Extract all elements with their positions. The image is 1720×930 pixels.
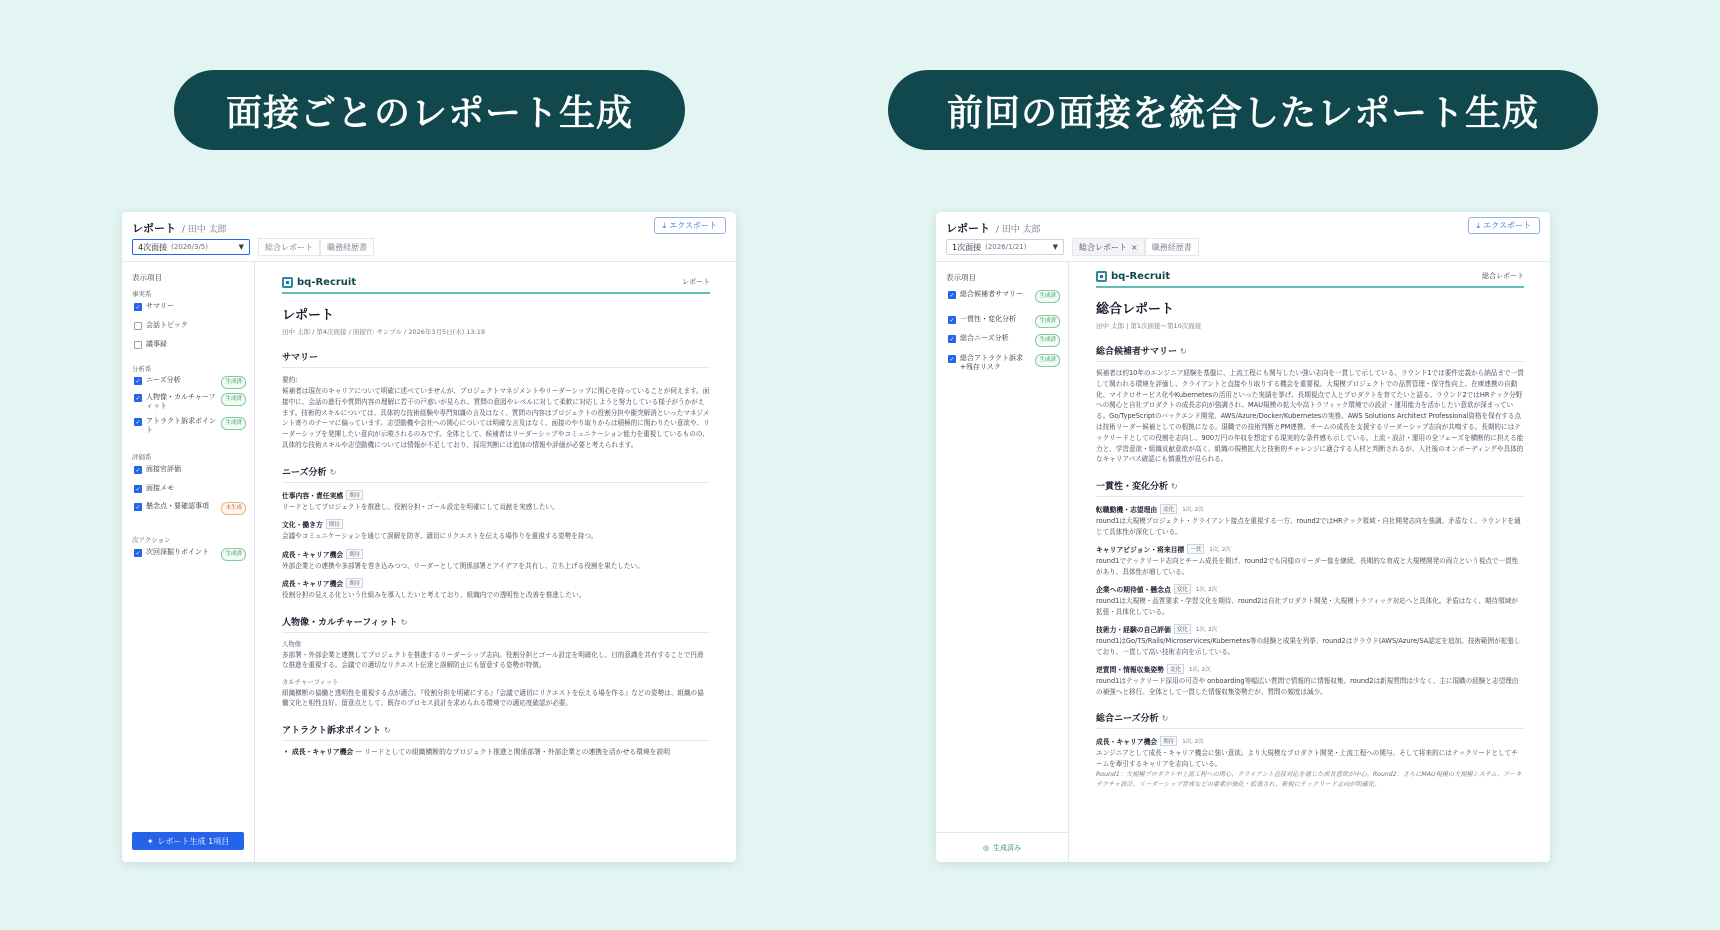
checkbox-label: 総合ニーズ分析 <box>960 334 1009 342</box>
consistency-item <box>1096 624 1524 634</box>
window-header <box>122 212 736 262</box>
checkbox-label: 総合アトラクト訴求+残存リスク <box>960 354 1023 371</box>
consistency-item <box>1096 544 1524 554</box>
checkbox-checked-icon[interactable]: ✓ <box>135 503 141 511</box>
needs-tag: 期待 <box>346 490 363 500</box>
section-heading: サマリー <box>282 353 319 363</box>
checkbox-checked-icon[interactable]: ✓ <box>135 485 141 493</box>
doc-type-label: レポート <box>682 278 710 286</box>
needs-item <box>282 549 710 559</box>
status-badge: 生成済 <box>221 548 246 561</box>
section-heading: 一貫性・変化分析 <box>1096 482 1169 493</box>
sidebar-heading: 表示項目 <box>132 273 162 282</box>
checkbox-checked-icon[interactable]: ✓ <box>135 549 141 557</box>
summary-label: 要約: <box>282 376 298 384</box>
checkbox-checked-icon[interactable]: ✓ <box>135 466 141 474</box>
section-attract <box>282 723 710 741</box>
interview-select-value: 1次面接 <box>952 242 982 252</box>
page-title <box>132 220 227 236</box>
persona-text: 多部署・外部企業と連携してプロジェクトを推進するリーダーシップ志向。役割分担とゴール設定を明確化し、目的意識を共有することで円滑な推進を重視する。会議での適切なリクエスト伝達と誤解防止にも留意する姿勢が特徴。 <box>282 650 704 670</box>
generated-status <box>936 832 1068 862</box>
fit-label: カルチャーフィット <box>282 677 339 686</box>
checkbox-interview-memo[interactable] <box>134 484 246 493</box>
checkbox-checked-icon[interactable]: ✓ <box>135 303 141 311</box>
summary-text: 候補者は現在のキャリアについて明確に述べていませんが、プロジェクトマネジメントやリーダーシップに関心を持っていることが伺えます。面接中に、会話の進行や質問内容の理解に若干の戸惑いが見られ、質問の意図やレベルに対して柔軟に対応しようと努力している様子がうかがえます。技術的スキルについては、具体的な技術経験や専門知識の言及はなく、質問の内容はプロジェクトの役割分担や衝突解消といったマネジメント寄りのテーマに偏っています。志望動機や会社への関心については明確な言及はなく、面接のやり取りからは積極的に関わりたい意欲や、リーダーシップを発揮したい意向が示唆されるのみです。全体として、候補者はリーダーシップやコミュニケーション能力を重視しているものの、具体的な技術スキルや志望動機については情報が不足しており、採用判断には追加の情報や評価が必要と考えられます。 <box>282 387 710 449</box>
chevron-down-icon: ▼ <box>1052 243 1058 251</box>
checkbox-overall-summary[interactable] <box>948 290 1060 303</box>
checkbox-checked-icon[interactable]: ✓ <box>135 394 141 402</box>
export-button[interactable] <box>654 217 726 234</box>
rounds-label: 1次, 2次 <box>1188 667 1211 674</box>
export-button[interactable] <box>1468 217 1540 234</box>
logo-icon <box>282 277 293 288</box>
rounds-label: 1次, 2次 <box>1209 547 1231 554</box>
report-document <box>1096 266 1524 790</box>
report-content[interactable] <box>1070 262 1550 862</box>
section-needs <box>282 465 710 483</box>
display-items-sidebar <box>936 262 1069 862</box>
section-overall-summary <box>1096 344 1524 362</box>
needs-item-text: 外部企業との連携や多部署を巻き込みつつ、リーダーとして関係部署とアイデアを共有し、立ち上げる役割を果たしたい。 <box>282 561 644 570</box>
checkbox-label: サマリー <box>146 302 174 310</box>
checkbox-consistency[interactable] <box>948 315 1060 328</box>
checkbox-attract-risk[interactable] <box>948 354 1060 372</box>
export-button-label: エクスポート <box>1483 221 1531 230</box>
section-heading: 人物像・カルチャーフィット <box>282 617 398 628</box>
checkbox-checked-icon[interactable]: ✓ <box>949 335 955 343</box>
section-culture-fit <box>282 615 710 633</box>
consistency-item-title: 転職動機・志望理由 <box>1096 506 1158 515</box>
report-content[interactable] <box>256 262 736 862</box>
consistency-item-text: round1は大規模プロジェクト・クライアント接点を重視する一方、round2ではHRテック領域・自社開発志向を強調。矛盾なく、ラウンドを通じて具体性が深化している。 <box>1096 517 1521 536</box>
sparkle-icon: ✦ <box>146 836 154 846</box>
checkbox-label: ニーズ分析 <box>146 376 181 384</box>
section-summary <box>282 350 710 368</box>
tab-label: 総合レポート <box>1079 242 1127 252</box>
status-badge: 未生成 <box>221 502 246 515</box>
checkbox-label: 人物像・カルチャーフィット <box>146 393 216 410</box>
consistency-item <box>1096 664 1524 674</box>
group-label: 事実系 <box>132 290 152 298</box>
refresh-icon[interactable]: ↻ <box>1171 482 1178 492</box>
check-circle-icon: ◎ <box>982 843 990 852</box>
report-tabs <box>1072 238 1199 256</box>
export-button-label: エクスポート <box>669 221 717 230</box>
consistency-item-title: 技術力・経験の自己評価 <box>1096 626 1171 635</box>
display-items-sidebar <box>122 262 255 862</box>
interview-select-date: (2026/3/5) <box>171 243 208 251</box>
interview-select[interactable] <box>132 239 250 255</box>
doc-type-label: 総合レポート <box>1482 272 1524 280</box>
checkbox-checked-icon[interactable]: ✓ <box>135 418 141 426</box>
summary-text: 候補者は約10年のエンジニア経験を基盤に、上流工程にも関与したい強い志向を一貫して示している。ラウンド1では要件定義から納品まで一貫して関われる環境を評価し、クライアントと直接やり取りする機会を重要視。大規模プロジェクトでの品質管理・保守性向上、在庫連携の自動化、マイクロサービス化やKubernetesの活用といった実績を挙げ、長期視点で人とプロダクトを育てたいと語る。ラウンド2ではHRテック分野への関心と自社プロダクトの成長志向が強調され、MAU規模の拡大や高トラフィック環境での設計・運用能力を活かしたい意欲が深まっている。Go/TypeScriptのバックエンド開発、AWS/Azure/Docker/Kubernetesの実務、AWS Solutions Architect Professional資格を保有する点は技術リーダー候補としての根拠になる。現職での技術判断とPM連携、チームの成長を支援するリーダーシップ志向が共鳴する。長期的にはテックリードとしての役割を志向し、900万円の年収を想定する現実的な条件感も示している。上流・設計・運用の全フェーズを横断的に担える能力と、学習意欲・組織貢献意欲が高く、組織の規模拡大と技術的チャレンジに適合する人材と判断されるが、入社後のオンボーディングや具体的なキャリアパス確認にも慎重性が見られる。 <box>1096 369 1524 464</box>
headline-per-interview: 面接ごとのレポート生成 <box>174 70 685 150</box>
group-label: 分析系 <box>132 365 152 373</box>
report-document <box>282 272 710 757</box>
persona-label: 人物像 <box>282 639 302 648</box>
checkbox-overall-needs[interactable] <box>948 334 1060 347</box>
needs-tag: 期待 <box>326 519 343 529</box>
consistency-item-title: キャリアビジョン・将来目標 <box>1096 546 1185 555</box>
checkbox-label: 一貫性・変化分析 <box>960 315 1016 323</box>
breadcrumb: / 田中 太郎 <box>181 225 227 235</box>
interview-select-date: (2026/1/21) <box>985 243 1027 251</box>
section-heading: 総合ニーズ分析 <box>1096 714 1159 725</box>
checkbox-checked-icon[interactable]: ✓ <box>949 291 955 299</box>
tab-resume[interactable]: 職務経歴書 <box>320 238 374 256</box>
consistency-tag: 変化 <box>1174 584 1191 594</box>
needs-item-title: 文化・働き方 <box>282 521 323 530</box>
brand-name: bq-Recruit <box>1111 270 1171 282</box>
needs-tag: 期待 <box>346 578 363 588</box>
checkbox-checked-icon[interactable]: ✓ <box>949 316 955 324</box>
checkbox-empty-icon[interactable] <box>134 341 142 349</box>
checkbox-label: 会話トピック <box>146 321 188 329</box>
section-consistency <box>1096 479 1524 497</box>
consistency-item-title: 逆質問・情報収集姿勢 <box>1096 666 1164 675</box>
needs-tag: 期待 <box>1160 736 1177 746</box>
attract-item-title: 成長・キャリア機会 <box>292 747 354 756</box>
checkbox-minutes[interactable] <box>134 340 246 349</box>
refresh-icon[interactable]: ↻ <box>1180 347 1187 356</box>
status-badge: 生成済 <box>1035 334 1060 347</box>
rounds-label: 1次, 2次 <box>1182 739 1204 746</box>
status-badge: 生成済 <box>1035 354 1060 367</box>
attract-item <box>282 747 710 758</box>
group-label: 次アクション <box>132 536 171 544</box>
doc-title: 総合レポート <box>1096 302 1175 317</box>
doc-header <box>1096 266 1524 288</box>
rounds-label: 1次, 2次 <box>1195 587 1218 594</box>
sidebar-heading: 表示項目 <box>946 273 976 282</box>
page-title-text: レポート <box>132 222 176 235</box>
needs-item-text: 役割分担の見える化という仕組みを導入したいと考えており、組織内での透明性と改善を推進したい。 <box>282 591 586 600</box>
group-label: 評価系 <box>132 453 152 461</box>
rounds-label: 1次, 2次 <box>1195 627 1218 634</box>
consistency-tag: 変化 <box>1174 624 1191 634</box>
needs-item <box>282 578 710 588</box>
status-badge: 生成済 <box>221 376 246 389</box>
fit-text: 組織横断の協働と透明性を重視する点が適合。『役割分担を明確にする』『会議で適切にリクエストを伝える場を作る』などの姿勢は、組織の協働文化と相性良好。留意点として、既存のプロセス設計を求められる環境での適応度確認が必要。 <box>282 688 704 708</box>
consistency-item-title: 企業への期待値・懸念点 <box>1096 586 1171 595</box>
consistency-item <box>1096 504 1524 514</box>
logo-icon <box>1096 271 1107 282</box>
checkbox-concerns[interactable] <box>134 502 246 515</box>
section-heading: アトラクト訴求ポイント <box>282 725 382 736</box>
report-window-integrated <box>936 212 1550 862</box>
refresh-icon[interactable]: ↻ <box>329 467 337 477</box>
checkbox-checked-icon[interactable]: ✓ <box>949 355 955 363</box>
page-title <box>946 220 1041 236</box>
checkbox-attract-points[interactable] <box>134 417 246 435</box>
checkbox-interviewer-eval[interactable] <box>134 465 246 474</box>
doc-header <box>282 272 710 294</box>
generate-report-button[interactable] <box>132 832 244 850</box>
generated-status-label: 生成済み <box>993 843 1022 852</box>
consistency-item-text: round1はテックリード採用の可否や onboarding等幅広い質問で情報的に情報収集、round2は新規質問は少なく、主に現職の経験と志望理由の補強へと移行。全体として一貫した情報収集姿勢だが、質問の頻度は減少。 <box>1096 677 1519 696</box>
section-heading: ニーズ分析 <box>282 467 327 478</box>
checkbox-checked-icon[interactable]: ✓ <box>135 377 141 385</box>
consistency-item <box>1096 584 1524 594</box>
needs-item <box>282 490 710 500</box>
doc-meta: 田中 太郎 / 第4次面接 / 面接官: サンプル / 2026年3月5日(木) 13:19 <box>282 328 486 336</box>
close-icon[interactable]: × <box>1131 242 1138 252</box>
checkbox-label: 次回深掘りポイント <box>146 548 209 556</box>
needs-tag: 期待 <box>346 549 363 559</box>
refresh-icon[interactable]: ↻ <box>400 617 408 627</box>
report-window-per-interview <box>122 212 736 862</box>
status-badge: 生成済 <box>1035 290 1060 303</box>
attract-item-text: — リードとしての組織横断的なプロジェクト推進と関係部署・外部企業との連携を活かせる環境を説明 <box>355 747 671 756</box>
checkbox-empty-icon[interactable] <box>134 322 142 330</box>
window-header <box>936 212 1550 262</box>
needs-item-title: 仕事内容・責任実感 <box>282 491 344 500</box>
chevron-down-icon: ▼ <box>238 243 244 251</box>
checkbox-next-deep-dive[interactable] <box>134 548 246 561</box>
checkbox-summary[interactable] <box>134 302 246 311</box>
tab-resume[interactable]: 職務経歴書 <box>1145 238 1199 256</box>
section-heading: 総合候補者サマリー <box>1096 347 1178 357</box>
report-tabs <box>258 238 374 256</box>
needs-item-text: エンジニアとして成長・キャリア機会に強い意欲。より大規模なプロダクト開発・上流工程への関与、そして将来的にはテックリードとしてチームを牽引するキャリアを志向している。 <box>1096 749 1518 768</box>
checkbox-label: 面接官評価 <box>146 465 181 473</box>
status-badge: 生成済 <box>221 417 246 430</box>
checkbox-conversation-topics[interactable] <box>134 321 246 330</box>
generate-report-label: レポート生成 1項目 <box>157 836 230 846</box>
interview-select-value: 4次面接 <box>138 242 168 252</box>
brand-logo <box>1096 271 1170 282</box>
consistency-item-text: round1は大規模・品質要求・学習文化を期待、round2は自社プロダクト開発・大規模トラフィック対応へと具体化。矛盾はなく、期待領域が拡張・具体化している。 <box>1096 597 1518 616</box>
needs-item-text: リードとしてプロジェクトを推進し、役割分担・ゴール設定を明確にして貢献を実感したい。 <box>282 502 559 511</box>
brand-name: bq-Recruit <box>297 276 357 288</box>
needs-item-text: 会議やコミュニケーションを通じて誤解を防ぎ、適切にリクエストを伝える場作りを重視する姿勢を持つ。 <box>282 532 598 541</box>
needs-item-title: 成長・キャリア機会 <box>282 550 344 559</box>
doc-title: レポート <box>282 308 335 323</box>
checkbox-culture-fit[interactable] <box>134 393 246 411</box>
refresh-icon[interactable]: ↻ <box>1161 714 1169 724</box>
status-badge: 生成済 <box>221 393 246 406</box>
tab-overall-report[interactable] <box>1072 238 1145 256</box>
checkbox-label: 面接メモ <box>146 484 174 492</box>
consistency-tag: 変化 <box>1167 664 1184 674</box>
status-badge: 生成済 <box>1035 315 1060 328</box>
rounds-label: 1次, 2次 <box>1182 507 1204 514</box>
consistency-tag: 一貫 <box>1187 544 1204 554</box>
consistency-tag: 変化 <box>1160 504 1177 514</box>
consistency-item-text: round1はGo/TS/Rails/Microservices/Kubernetes等の経験と成果を列挙、round2はクラウド(AWS/Azure/SA認定を追加。技術範囲が拡張しており、一貫して高い技術志向を示している。 <box>1096 637 1521 656</box>
needs-item-note: Round1：大規模プロダクトや上流工程への関心、クライアント直接対応を通じた成長意欲が中心。Round2：さらにMAU規模の大規模システム、アーキテクチャ設計、リーダーシップ育成などの要素が強化・拡張され、新規にテックリード志向が明確化。 <box>1096 771 1522 789</box>
refresh-icon[interactable]: ↻ <box>384 725 391 735</box>
download-icon: ⤓ <box>662 220 667 230</box>
page-title-text: レポート <box>946 222 990 235</box>
consistency-item-text: round1でテックリード志向とチーム成長を掲げ、round2でも同様のリーダー像を継続。長期的な育成と大規模開発の両立という視点で一貫性があり、具体性が増している。 <box>1096 557 1519 576</box>
interview-select[interactable] <box>946 239 1064 255</box>
breadcrumb: / 田中 太郎 <box>995 225 1041 235</box>
checkbox-label: アトラクト訴求ポイント <box>146 417 216 434</box>
needs-item-title: 成長・キャリア機会 <box>1096 738 1158 747</box>
doc-meta: 田中 太郎 | 第1次面接〜第10次面接 <box>1096 322 1202 330</box>
needs-item <box>282 519 710 529</box>
tab-overall-report[interactable]: 総合レポート <box>258 238 320 256</box>
brand-logo <box>282 277 356 288</box>
section-overall-needs <box>1096 711 1524 729</box>
needs-item <box>1096 736 1524 746</box>
checkbox-label: 議事録 <box>146 340 167 348</box>
checkbox-label: 懸念点・要確認事項 <box>146 502 209 510</box>
download-icon: ⤓ <box>1476 220 1481 230</box>
needs-item-title: 成長・キャリア機会 <box>282 580 344 589</box>
checkbox-label: 総合候補者サマリー <box>960 290 1023 298</box>
checkbox-needs-analysis[interactable] <box>134 376 246 389</box>
headline-integrated: 前回の面接を統合したレポート生成 <box>888 70 1598 150</box>
